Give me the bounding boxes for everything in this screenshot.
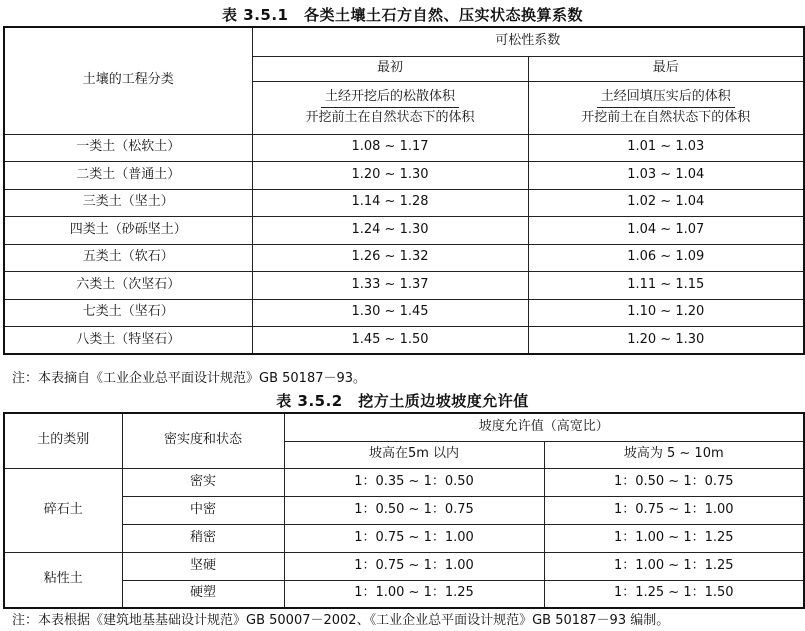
table-row	[4, 580, 804, 608]
density-state-cell: 中密	[122, 496, 284, 524]
final-coefficient-cell: 1.03 ~ 1.04	[528, 162, 804, 190]
density-state-cell: 密实	[122, 468, 284, 496]
final-coefficient-cell: 1.11 ~ 1.15	[528, 272, 804, 300]
slope-under-5m-cell: 1：1.00 ~ 1：1.25	[284, 580, 544, 608]
slope-5-to-10m-cell: 1：1.00 ~ 1：1.25	[544, 524, 804, 552]
final-coefficient-cell: 1.06 ~ 1.09	[528, 244, 804, 272]
table-row	[4, 552, 804, 580]
table-row	[4, 468, 804, 496]
table2-title: 表 3.5.2 挖方土质边坡坡度允许值	[276, 392, 529, 410]
table1-title: 表 3.5.1 各类土壤土石方自然、压实状态换算系数	[222, 6, 583, 24]
final-formula	[528, 81, 804, 134]
initial-coefficient-cell: 1.45 ~ 1.50	[252, 327, 528, 355]
table-row	[4, 496, 804, 524]
initial-coefficient-cell: 1.33 ~ 1.37	[252, 272, 528, 300]
table-row	[4, 244, 804, 272]
looseness-coefficient-header: 可松性系数	[252, 27, 804, 56]
final-coefficient-cell: 1.10 ~ 1.20	[528, 299, 804, 327]
final-column-header: 最后	[528, 56, 804, 81]
height-under-5m-header: 坡高在5m 以内	[284, 441, 544, 468]
initial-formula	[252, 81, 528, 134]
initial-coefficient-cell: 1.08 ~ 1.17	[252, 134, 528, 162]
initial-denominator: 开挖前土在自然状态下的体积	[305, 109, 475, 125]
slope-under-5m-cell: 1：0.75 ~ 1：1.00	[284, 552, 544, 580]
soil-conversion-table	[3, 26, 805, 355]
initial-coefficient-cell: 1.26 ~ 1.32	[252, 244, 528, 272]
table-row	[4, 327, 804, 355]
table1-note: 注：本表摘自《工业企业总平面设计规范》GB 50187－93。	[12, 371, 367, 386]
soil-type-cell: 碎石土	[4, 468, 122, 552]
soil-type-header: 土的类别	[4, 413, 122, 468]
final-numerator: 土经回填压实后的体积	[597, 90, 735, 108]
slope-5-to-10m-cell: 1：0.75 ~ 1：1.00	[544, 496, 804, 524]
table-row	[4, 134, 804, 162]
soil-category-cell: 三类土（坚土）	[4, 189, 252, 217]
soil-category-cell: 二类土（普通土）	[4, 162, 252, 190]
table-row	[4, 299, 804, 327]
table-row	[4, 524, 804, 552]
final-coefficient-cell: 1.02 ~ 1.04	[528, 189, 804, 217]
slope-under-5m-cell: 1：0.75 ~ 1：1.00	[284, 524, 544, 552]
soil-category-cell: 七类土（坚石）	[4, 299, 252, 327]
density-state-cell: 稍密	[122, 524, 284, 552]
initial-coefficient-cell: 1.20 ~ 1.30	[252, 162, 528, 190]
density-state-cell: 硬塑	[122, 580, 284, 608]
height-5-to-10m-header: 坡高为 5 ~ 10m	[544, 441, 804, 468]
initial-coefficient-cell: 1.14 ~ 1.28	[252, 189, 528, 217]
table-row	[4, 162, 804, 190]
final-denominator: 开挖前土在自然状态下的体积	[581, 109, 751, 125]
soil-type-cell: 粘性土	[4, 552, 122, 608]
slope-5-to-10m-cell: 1：0.50 ~ 1：0.75	[544, 468, 804, 496]
slope-under-5m-cell: 1：0.50 ~ 1：0.75	[284, 496, 544, 524]
table-row	[4, 217, 804, 245]
soil-category-cell: 四类土（砂砾坚土）	[4, 217, 252, 245]
slope-5-to-10m-cell: 1：1.00 ~ 1：1.25	[544, 552, 804, 580]
slope-under-5m-cell: 1：0.35 ~ 1：0.50	[284, 468, 544, 496]
density-state-cell: 坚硬	[122, 552, 284, 580]
initial-coefficient-cell: 1.30 ~ 1.45	[252, 299, 528, 327]
initial-numerator: 土经开挖后的松散体积	[321, 90, 459, 108]
table2-note: 注：本表根据《建筑地基基础设计规范》GB 50007－2002、《工业企业总平面设计规范》GB 50187－93 编制。	[12, 613, 670, 628]
soil-category-cell: 五类土（软石）	[4, 244, 252, 272]
slope-allowance-header: 坡度允许值（高宽比）	[284, 413, 804, 441]
slope-5-to-10m-cell: 1：1.25 ~ 1：1.50	[544, 580, 804, 608]
soil-category-cell: 一类土（松软土）	[4, 134, 252, 162]
final-coefficient-cell: 1.01 ~ 1.03	[528, 134, 804, 162]
initial-column-header: 最初	[252, 56, 528, 81]
initial-coefficient-cell: 1.24 ~ 1.30	[252, 217, 528, 245]
soil-category-cell: 六类土（次坚石）	[4, 272, 252, 300]
table-row	[4, 189, 804, 217]
density-state-header: 密实度和状态	[122, 413, 284, 468]
final-coefficient-cell: 1.04 ~ 1.07	[528, 217, 804, 245]
soil-category-cell: 八类土（特坚石）	[4, 327, 252, 355]
table-row	[4, 272, 804, 300]
final-coefficient-cell: 1.20 ~ 1.30	[528, 327, 804, 355]
slope-allowance-table	[3, 412, 805, 609]
soil-category-header: 土壤的工程分类	[4, 27, 252, 134]
